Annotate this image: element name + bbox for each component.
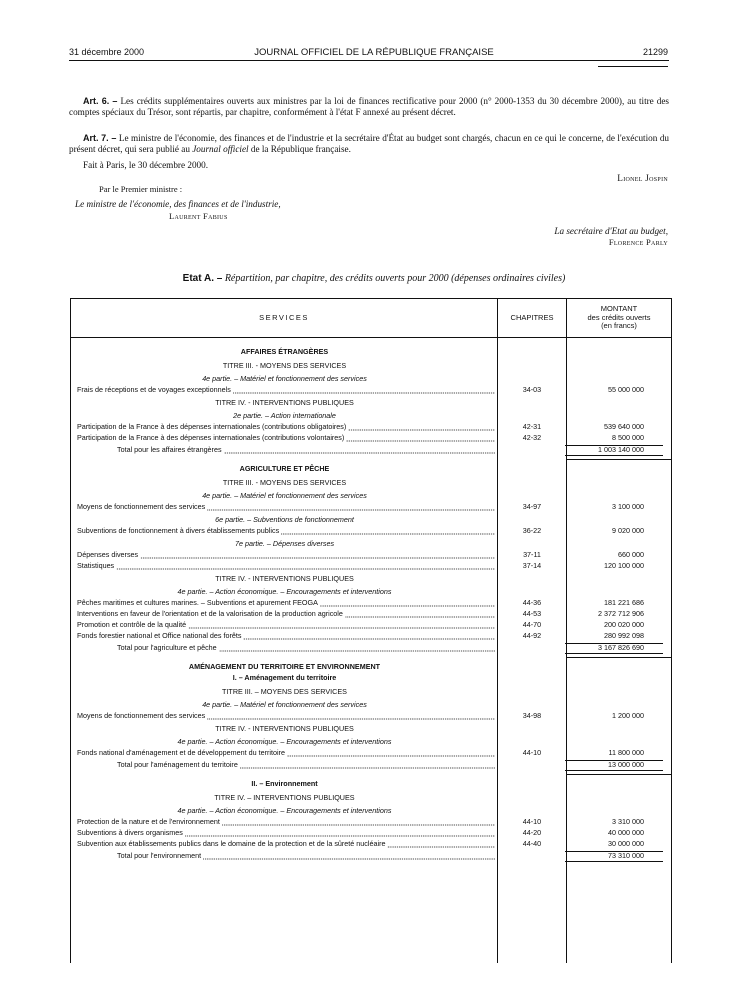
- col-header-montant: [567, 305, 671, 331]
- table-row: [71, 597, 671, 608]
- row-label-text: Participation de la France à des dépenses internationales (contributions volontaires): [77, 433, 345, 442]
- row-chapitre: [498, 827, 566, 838]
- total-row: [71, 444, 671, 455]
- section-heading: [71, 463, 671, 474]
- table-row: [71, 630, 671, 641]
- row-chapitre: [498, 630, 566, 641]
- row-label: [77, 816, 495, 827]
- row-label: [77, 432, 495, 443]
- etat-a-label: Etat A. –: [182, 273, 223, 284]
- row-label: [77, 747, 495, 758]
- row-amount: [566, 501, 644, 512]
- row-amount-text: 660 000: [618, 549, 644, 559]
- row-label: [77, 421, 495, 432]
- row-label-text: 4e partie. – Action économique. – Encouragements et interventions: [177, 587, 392, 596]
- row-chapitre: [498, 432, 566, 443]
- row-label: [77, 384, 495, 395]
- row-label: [71, 778, 498, 789]
- col-header-montant-2: des crédits ouverts: [587, 312, 651, 322]
- row-amount-text: 1 200 000: [612, 710, 644, 720]
- row-chapitre-text: 44-10: [522, 816, 542, 826]
- row-chapitre: [498, 816, 566, 827]
- signature-secretary-name: Florence Parly: [608, 237, 668, 247]
- total-label-text: Total pour les affaires étrangères: [117, 445, 222, 454]
- partie-heading: [71, 699, 671, 710]
- row-label: [71, 477, 498, 488]
- row-chapitre: [498, 619, 566, 630]
- row-label-text: II. – Environnement: [251, 779, 318, 788]
- row-chapitre: [498, 608, 566, 619]
- row-label-text: Dépenses diverses: [77, 549, 139, 559]
- row-chapitre-text: 44-40: [522, 838, 542, 848]
- titre-heading: [71, 792, 671, 803]
- row-amount: [566, 630, 644, 641]
- row-amount-text: 181 221 686: [604, 598, 644, 607]
- row-label-text: Moyens de fonctionnement des services: [77, 501, 206, 511]
- row-chapitre-text: 44-36: [522, 598, 542, 607]
- signature-minister-name: Laurent Fabius: [169, 211, 228, 221]
- row-label: [71, 686, 498, 697]
- row-chapitre-text: 34-98: [522, 710, 542, 720]
- row-label-text: 6e partie. – Subventions de fonctionnement: [215, 514, 354, 524]
- article-7-journal: Journal officiel: [192, 143, 249, 154]
- row-amount-text: 11 800 000: [608, 748, 644, 757]
- row-label-text: 4e partie. – Action économique. – Encouragements et interventions: [177, 737, 392, 746]
- signature-minister-title: Le ministre de l'économie, des finances et de l'industrie,: [75, 199, 281, 209]
- table-row: [71, 838, 671, 849]
- table-row: [71, 827, 671, 838]
- row-chapitre-text: 42-32: [522, 433, 542, 442]
- section-heading: [71, 672, 671, 683]
- row-amount: [566, 549, 644, 560]
- titre-heading: [71, 723, 671, 734]
- row-amount: [566, 710, 644, 721]
- signature-secretary-title: La secrétaire d'Etat au budget,: [554, 226, 668, 236]
- row-label: [77, 597, 495, 608]
- total-amount: [566, 759, 644, 770]
- total-row: [71, 850, 671, 861]
- total-amount: [566, 850, 644, 861]
- row-amount: [566, 816, 644, 827]
- partie-heading: [71, 736, 671, 747]
- article-7: [69, 133, 669, 154]
- row-chapitre-text: 44-20: [522, 827, 542, 837]
- table-row: [71, 501, 671, 512]
- table-row: [71, 560, 671, 571]
- partie-heading: [71, 805, 671, 816]
- total-label-text: Total pour l'environnement: [117, 850, 202, 860]
- titre-heading: [71, 477, 671, 488]
- row-amount: [566, 432, 644, 443]
- row-amount: [566, 560, 644, 571]
- row-amount-text: 9 020 000: [612, 525, 644, 535]
- table-row: [71, 747, 671, 758]
- row-label: [71, 490, 498, 501]
- row-amount-text: 40 000 000: [608, 827, 644, 837]
- row-label: [71, 586, 498, 597]
- row-label: [77, 549, 495, 560]
- row-label: [71, 736, 498, 747]
- row-amount-text: 539 640 000: [604, 422, 644, 431]
- row-label: [71, 360, 498, 371]
- partie-heading: [71, 373, 671, 384]
- table-row: [71, 608, 671, 619]
- row-chapitre: [498, 384, 566, 395]
- header-date: 31 décembre 2000: [69, 47, 145, 57]
- section-separator: [567, 657, 671, 658]
- row-amount-text: 280 992 098: [604, 631, 644, 640]
- row-label: [71, 672, 498, 683]
- row-label-text: Frais de réceptions et de voyages exceptionnels: [77, 384, 231, 394]
- row-label: [71, 410, 498, 421]
- total-label: [117, 759, 495, 770]
- row-label: [77, 630, 495, 641]
- row-label-text: Protection de la nature et de l'environnement: [77, 816, 220, 826]
- row-chapitre-text: 37-14: [522, 560, 542, 570]
- row-label-text: TITRE IV. – INTERVENTIONS PUBLIQUES: [214, 792, 355, 802]
- etat-a-description: Répartition, par chapitre, des crédits ouverts pour 2000 (dépenses ordinaires civiles): [224, 273, 566, 284]
- article-7-text: Le ministre de l'économie, des finances et de l'industrie et la secrétaire d'État au budget sont chargés, chacun en ce qui le concerne, de l'exécution du présent décret, qui sera publié au: [69, 133, 670, 154]
- total-row: [71, 759, 671, 770]
- partie-heading: [71, 586, 671, 597]
- titre-heading: [71, 573, 671, 584]
- row-label-text: Subventions de fonctionnement à divers établissements publics: [77, 525, 280, 535]
- table-row: [71, 432, 671, 443]
- row-amount-text: 200 020 000: [604, 620, 644, 629]
- titre-heading: [71, 686, 671, 697]
- header-rule: [69, 60, 669, 61]
- row-chapitre: [498, 549, 566, 560]
- row-label: [71, 373, 498, 384]
- row-label-text: 4e partie. – Matériel et fonctionnement des services: [202, 699, 367, 709]
- row-label-text: TITRE III. – MOYENS DES SERVICES: [222, 686, 347, 696]
- row-label-text: TITRE IV. - INTERVENTIONS PUBLIQUES: [215, 724, 354, 733]
- row-chapitre: [498, 710, 566, 721]
- row-label-text: Subventions à divers organismes: [77, 827, 183, 837]
- row-label-text: Moyens de fonctionnement des services: [77, 710, 206, 720]
- row-label-text: 7e partie. – Dépenses diverses: [234, 538, 335, 548]
- row-label-text: Promotion et contrôle de la qualité: [77, 620, 187, 629]
- row-amount: [566, 608, 644, 619]
- row-chapitre-text: 36-22: [522, 525, 542, 535]
- row-label-text: 4e partie. – Matériel et fonctionnement des services: [202, 373, 367, 383]
- partie-heading: [71, 410, 671, 421]
- row-label-text: TITRE III. - MOYENS DES SERVICES: [222, 360, 347, 370]
- section-heading: [71, 346, 671, 357]
- total-amount-text: 3 167 826 690: [598, 643, 644, 652]
- row-label-text: Subvention aux établissements publics dans le domaine de la protection et de la sûreté nucléaire: [77, 838, 386, 848]
- header-rule-short: [598, 66, 668, 67]
- row-label-text: 4e partie. – Matériel et fonctionnement des services: [202, 490, 367, 500]
- row-label-text: Pêches maritimes et cultures marines. – Subventions et apurement FEOGA: [77, 598, 318, 607]
- row-label: [77, 827, 495, 838]
- table-row: [71, 619, 671, 630]
- section-heading: [71, 778, 671, 789]
- titre-heading: [71, 397, 671, 408]
- row-amount: [566, 384, 644, 395]
- row-amount-text: 2 372 712 906: [598, 609, 644, 618]
- row-label: [77, 560, 495, 571]
- row-label-text: AGRICULTURE ET PÊCHE: [239, 464, 330, 473]
- row-amount-text: 3 100 000: [612, 501, 644, 511]
- row-label-text: TITRE IV. - INTERVENTIONS PUBLIQUES: [215, 398, 354, 407]
- row-chapitre: [498, 838, 566, 849]
- row-label: [77, 608, 495, 619]
- row-label: [71, 346, 498, 357]
- row-amount: [566, 838, 644, 849]
- col-header-montant-1: MONTANT: [600, 304, 638, 313]
- row-amount-text: 8 500 000: [612, 433, 644, 442]
- col-header-services: SERVICES: [259, 313, 309, 322]
- table-row: [71, 525, 671, 536]
- signature-par-premier-ministre: Par le Premier ministre :: [99, 184, 183, 194]
- article-6: [69, 96, 669, 117]
- total-amount-text: 73 310 000: [608, 850, 644, 860]
- fait-a-paris: Fait à Paris, le 30 décembre 2000.: [83, 160, 209, 170]
- row-label-text: Fonds national d'aménagement et de développement du territoire: [77, 748, 285, 757]
- total-label: [117, 850, 495, 861]
- row-label-text: Participation de la France à des dépenses internationales (contributions obligatoires): [77, 422, 347, 431]
- table-row: [71, 421, 671, 432]
- total-amount: [566, 444, 644, 455]
- partie-heading: [71, 514, 671, 525]
- etat-a-table: [70, 298, 672, 963]
- section-heading: [71, 661, 671, 672]
- row-chapitre: [498, 501, 566, 512]
- row-label: [71, 699, 498, 710]
- row-label: [71, 538, 498, 549]
- total-label-text: Total pour l'agriculture et pêche: [117, 643, 217, 652]
- row-chapitre-text: 34-03: [522, 384, 542, 394]
- col-header-chapitres: CHAPITRES: [510, 313, 554, 322]
- row-chapitre-text: 44-10: [522, 748, 542, 757]
- row-chapitre: [498, 597, 566, 608]
- row-amount: [566, 619, 644, 630]
- row-label-text: 4e partie. – Action économique. – Encouragements et interventions: [177, 805, 392, 815]
- titre-heading: [71, 360, 671, 371]
- row-label: [71, 723, 498, 734]
- total-amount-text: 13 000 000: [608, 760, 644, 769]
- row-label-text: Fonds forestier national et Office national des forêts: [77, 631, 242, 640]
- row-label-text: Statistiques: [77, 560, 115, 570]
- header-journal-title: JOURNAL OFFICIEL DE LA RÉPUBLIQUE FRANÇAISE: [254, 47, 494, 58]
- row-label: [71, 661, 498, 672]
- etat-a-title: [0, 273, 748, 284]
- header-bottom-rule: [71, 337, 671, 338]
- row-amount: [566, 525, 644, 536]
- row-label-text: AFFAIRES ÉTRANGÈRES: [240, 347, 329, 356]
- row-amount: [566, 827, 644, 838]
- row-chapitre: [498, 560, 566, 571]
- row-chapitre-text: 44-92: [522, 631, 542, 640]
- row-chapitre-text: 44-53: [522, 609, 542, 618]
- row-label: [71, 514, 498, 525]
- section-separator: [567, 459, 671, 460]
- col-header-montant-3: (en francs): [601, 321, 637, 330]
- row-label: [77, 710, 495, 721]
- row-label: [77, 619, 495, 630]
- table-row: [71, 816, 671, 827]
- row-chapitre-text: 34-97: [522, 501, 542, 511]
- row-amount: [566, 747, 644, 758]
- total-row: [71, 642, 671, 653]
- row-label-text: 2e partie. – Action internationale: [233, 411, 336, 420]
- row-chapitre-text: 44-70: [522, 620, 542, 629]
- row-chapitre-text: 37-11: [523, 549, 541, 559]
- table-row: [71, 384, 671, 395]
- table-row: [71, 710, 671, 721]
- row-amount-text: 120 100 000: [604, 560, 644, 570]
- header-page-number: 21299: [642, 47, 668, 57]
- row-label: [71, 805, 498, 816]
- row-label: [77, 525, 495, 536]
- row-amount-text: 3 310 000: [612, 816, 644, 826]
- row-label-text: Interventions en faveur de l'orientation et de la valorisation de la production agricole: [77, 609, 343, 618]
- row-label: [71, 792, 498, 803]
- partie-heading: [71, 538, 671, 549]
- total-label-text: Total pour l'aménagement du territoire: [117, 760, 238, 769]
- row-amount: [566, 597, 644, 608]
- row-label: [71, 463, 498, 474]
- row-label: [77, 501, 495, 512]
- total-amount-text: 1 003 140 000: [598, 445, 644, 454]
- article-6-label: Art. 6. –: [83, 96, 118, 106]
- row-label: [71, 397, 498, 408]
- signature-prime-minister: Lionel Jospin: [617, 173, 668, 183]
- total-label: [117, 642, 495, 653]
- row-amount-text: 55 000 000: [608, 384, 644, 394]
- row-label-text: I. – Aménagement du territoire: [232, 673, 337, 682]
- row-amount-text: 30 000 000: [608, 838, 644, 848]
- row-label: [71, 573, 498, 584]
- article-7-text-end: de la République française.: [248, 143, 351, 154]
- row-amount: [566, 421, 644, 432]
- total-amount: [566, 642, 644, 653]
- table-row: [71, 549, 671, 560]
- row-chapitre: [498, 525, 566, 536]
- section-separator: [567, 774, 671, 775]
- row-label-text: TITRE III. - MOYENS DES SERVICES: [222, 477, 347, 487]
- row-label-text: AMÉNAGEMENT DU TERRITOIRE ET ENVIRONNEMENT: [188, 662, 381, 671]
- row-label-text: TITRE IV. - INTERVENTIONS PUBLIQUES: [215, 574, 354, 583]
- row-chapitre-text: 42-31: [522, 422, 542, 431]
- row-chapitre: [498, 747, 566, 758]
- total-label: [117, 444, 495, 455]
- row-label: [77, 838, 495, 849]
- article-7-label: Art. 7. –: [83, 133, 117, 143]
- article-6-text: Les crédits supplémentaires ouverts aux ministres par la loi de finances rectificative pour 2000 (n° 2000-1353 du 30 décembre 2000), au titre des comptes spéciaux du Trésor, sont répartis, par chapitre, conformément à l'état F annexé au présent décret.: [69, 96, 670, 117]
- partie-heading: [71, 490, 671, 501]
- row-chapitre: [498, 421, 566, 432]
